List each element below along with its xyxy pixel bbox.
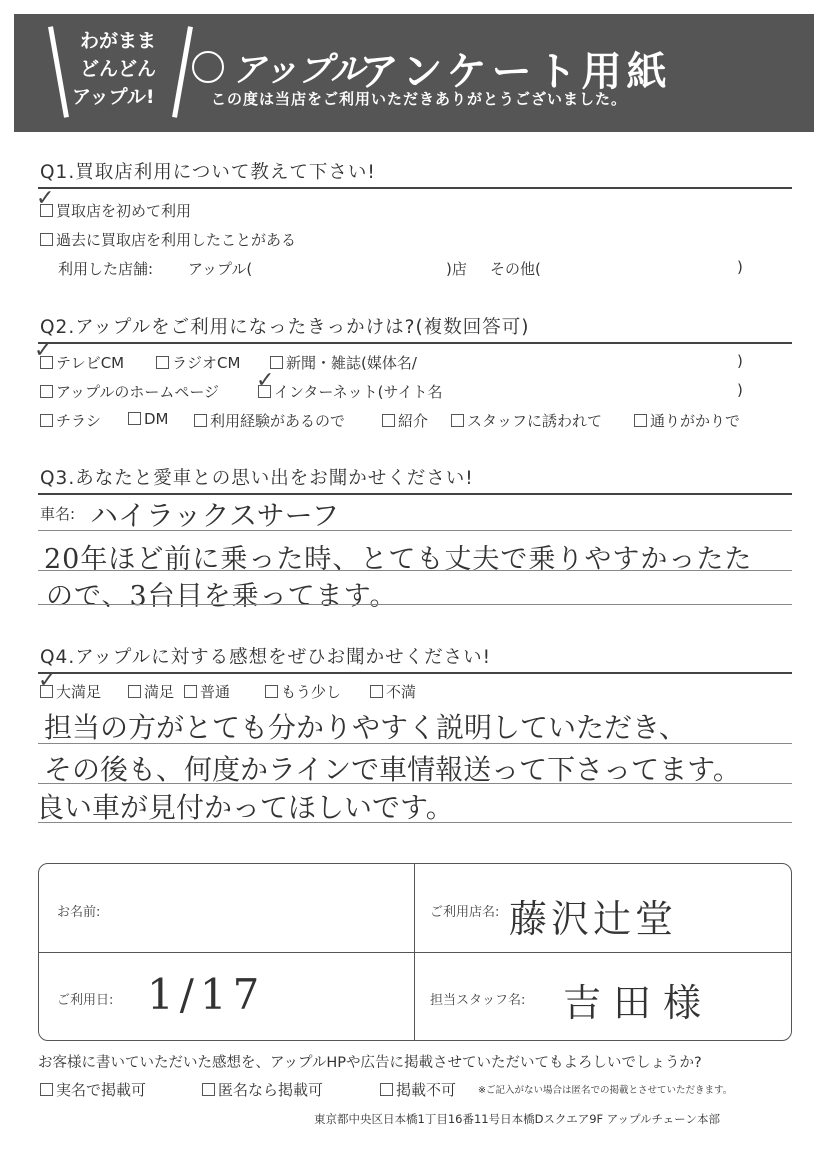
q1-option-first-time[interactable]: 買取店を初めて利用 [40,200,191,221]
q2-option-staff-invite[interactable]: スタッフに誘われて [451,410,602,431]
q2-option-passing-by[interactable]: 通りがかりで [634,410,740,431]
q2-option-homepage[interactable]: アップルのホームページ [40,381,219,402]
slogan [32,22,182,122]
checkbox[interactable] [265,685,278,698]
writing-line [38,783,792,784]
writing-line [38,743,792,744]
apple-store-field-close: )店 [446,260,467,278]
staff-name-label: 担当スタッフ名: [430,993,526,1008]
checkbox[interactable] [370,685,383,698]
q3-title: Q3.あなたと愛車との思い出をお聞かせください! [40,468,474,489]
q4-rating-could-be-better[interactable]: もう少し [265,681,341,702]
q4-answer-line[interactable]: その後も、何度かラインで車情報送って下さってます。 [44,753,741,786]
other-store-field-close: ) [737,258,743,276]
apple-store-field-open: アップル( [188,260,253,278]
q2-option-flyer[interactable]: チラシ [40,410,101,431]
q2-option-dm[interactable]: DM [128,410,169,428]
q4-rating-satisfied[interactable]: 満足 [128,681,174,702]
name-label: お名前: [57,905,101,920]
checkbox[interactable] [128,685,141,698]
q4-title: Q4.アップルに対する感想をぜひお聞かせください! [40,647,492,668]
checkbox[interactable] [194,414,207,427]
check-mark-icon: ✓ [34,338,53,363]
divider [38,672,792,674]
customer-info-table [38,863,792,1041]
usage-date-value[interactable]: 1/17 [147,970,266,1019]
q1-option-used-before[interactable]: 過去に買取店を利用したことがある [40,229,296,250]
checkbox[interactable] [40,233,53,246]
check-mark-icon: ✓ [38,668,57,693]
slogan-slash-right [172,26,193,117]
checkbox[interactable] [451,414,464,427]
divider [38,187,792,189]
checkbox[interactable] [128,412,141,425]
store-name-value[interactable]: 藤沢辻堂 [509,897,678,941]
checkbox[interactable] [184,685,197,698]
writing-line [38,604,792,605]
checkbox[interactable] [380,1083,393,1096]
checkbox[interactable] [40,1083,53,1096]
internet-field-close: ) [737,381,743,399]
writing-line [38,822,792,823]
writing-line [38,570,792,571]
brand-logo: アップル [232,50,365,90]
q2-option-newspaper[interactable]: 新聞・雑誌(媒体名/ [270,352,417,373]
slogan-line: わがまま [80,30,157,52]
slogan-slash-left [48,26,69,117]
checkbox[interactable] [634,414,647,427]
usage-date-label: ご利用日: [57,993,114,1008]
q1-title: Q1.買取店利用について教えて下さい! [40,162,376,183]
checkbox[interactable] [156,356,169,369]
q4-answer-line[interactable]: 良い車が見付かってほしいです。 [36,791,454,824]
q3-answer-line[interactable]: 20年ほど前に乗った時、とても丈夫で乗りやすかったた [44,544,753,575]
table-divider [39,952,791,953]
consent-not-allowed[interactable]: 掲載不可 [380,1079,456,1100]
writing-line [38,530,792,531]
q4-rating-dissatisfied[interactable]: 不満 [370,681,416,702]
q3-answer-line[interactable]: ので、3台目を乗ってます。 [46,581,398,612]
car-name-label: 車名: [40,505,76,523]
used-store-label: 利用した店舗: [58,260,154,278]
consent-real-name[interactable]: 実名で掲載可 [40,1079,146,1100]
form-title: アンケート用紙 [359,49,672,95]
consent-anonymous[interactable]: 匿名なら掲載可 [202,1079,323,1100]
check-mark-icon: ✓ [256,368,275,393]
q4-rating-average[interactable]: 普通 [184,681,230,702]
checkbox[interactable] [202,1083,215,1096]
checkbox[interactable] [40,414,53,427]
apple-logo-icon [192,51,224,83]
divider [38,342,792,344]
q2-option-referral[interactable]: 紹介 [382,410,428,431]
slogan-line: どんどん [80,58,157,80]
footer-address: 東京都中央区日本橋1丁目16番11号日本橋Dスクエア9F アップルチェーン本部 [314,1112,720,1126]
newspaper-field-close: ) [737,352,743,370]
q2-option-internet[interactable]: インターネット(サイト名 [258,381,442,402]
slogan-line: アップル! [72,86,155,108]
thanks-message: この度は当店をご利用いただきありがとうございました。 [211,90,628,108]
q2-option-tv-cm[interactable]: テレビCM [40,352,124,373]
q4-answer-line[interactable]: 担当の方がとても分かりやすく説明していただき、 [44,711,687,744]
store-name-label: ご利用店名: [430,905,500,920]
q2-title: Q2.アップルをご利用になったきっかけは?(複数回答可) [40,317,530,338]
q2-option-past-use[interactable]: 利用経験があるので [194,410,345,431]
other-store-field-open: その他( [490,260,541,278]
consent-question: お客様に書いていただいた感想を、アップルHPや広告に掲載させていただいてもよろしいでしょうか? [38,1055,702,1071]
check-mark-icon: ✓ [36,186,55,211]
car-name-value[interactable]: ハイラックスサーフ [90,499,340,532]
checkbox[interactable] [40,385,53,398]
q2-option-radio-cm[interactable]: ラジオCM [156,352,240,373]
q4-rating-very-satisfied[interactable]: 大満足 [40,681,101,702]
staff-name-value[interactable]: 吉田様 [563,981,714,1025]
consent-note: ※ご記入がない場合は匿名での掲載とさせていただきます。 [478,1085,733,1096]
header-banner [14,14,814,132]
checkbox[interactable] [382,414,395,427]
